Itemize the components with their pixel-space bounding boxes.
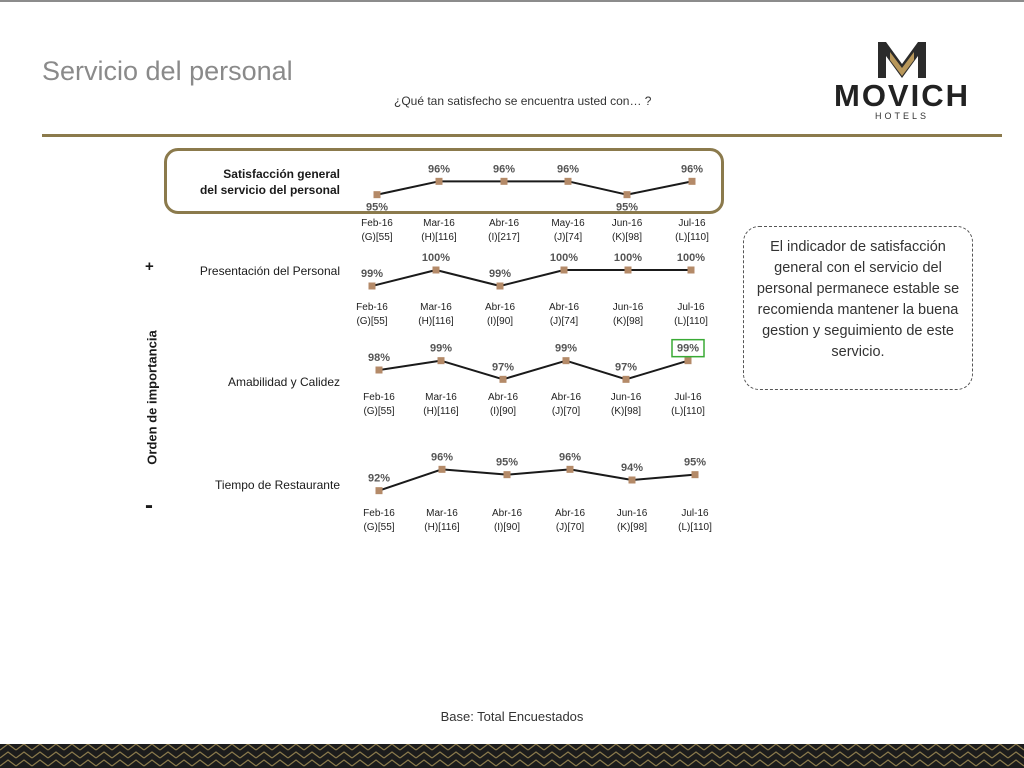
data-label-1-0: 99% bbox=[360, 268, 384, 280]
tick-label-2-1-1: (H)[116] bbox=[423, 406, 459, 417]
base-note: Base: Total Encuestados bbox=[440, 709, 584, 724]
tick-label-2-2-1: (I)[90] bbox=[489, 406, 517, 417]
tick-label-0-4-1: (K)[98] bbox=[611, 232, 643, 243]
tick-label-2-3-0: Abr-16 bbox=[550, 392, 582, 403]
logo-brand-name: MOVICH bbox=[834, 78, 970, 113]
data-label-2-0: 98% bbox=[367, 352, 391, 364]
tick-label-1-1-1: (H)[116] bbox=[418, 316, 454, 327]
row-label-0-line-1: del servicio del personal bbox=[199, 183, 340, 197]
data-point-1-5 bbox=[688, 267, 695, 274]
tick-label-1-5-0: Jul-16 bbox=[677, 302, 705, 313]
data-label-0-3: 96% bbox=[556, 163, 580, 176]
tick-label-0-4-0: Jun-16 bbox=[611, 218, 643, 229]
tick-label-1-5-1: (L)[110] bbox=[674, 316, 708, 327]
tick-label-3-1-1: (H)[116] bbox=[424, 522, 460, 533]
tick-label-0-3-0: May-16 bbox=[551, 218, 585, 229]
tick-label-1-0-0: Feb-16 bbox=[356, 302, 388, 313]
footer-pattern-icon bbox=[0, 744, 1024, 768]
tick-label-0-1-1: (H)[116] bbox=[421, 232, 457, 243]
data-label-0-2: 96% bbox=[492, 163, 516, 176]
data-label-3-2: 95% bbox=[495, 456, 519, 469]
data-label-3-1: 96% bbox=[430, 451, 454, 464]
tick-label-3-0-0: Feb-16 bbox=[363, 508, 395, 519]
data-point-3-3 bbox=[567, 466, 574, 473]
tick-label-1-0-1: (G)[55] bbox=[356, 316, 388, 327]
tick-label-1-2-0: Abr-16 bbox=[484, 302, 516, 313]
data-label-2-5: 99% bbox=[676, 342, 700, 355]
row-label-0-line-0: Satisfacción general bbox=[223, 167, 340, 181]
tick-label-3-3-0: Abr-16 bbox=[554, 508, 586, 519]
data-point-0-4 bbox=[624, 191, 631, 198]
data-point-2-5 bbox=[685, 357, 692, 364]
data-label-3-4: 94% bbox=[620, 462, 644, 474]
tick-label-0-2-0: Abr-16 bbox=[488, 218, 520, 229]
data-point-2-2 bbox=[500, 376, 507, 383]
data-point-1-3 bbox=[561, 267, 568, 274]
tick-label-2-4-1: (K)[98] bbox=[610, 406, 642, 417]
data-point-0-3 bbox=[565, 178, 572, 185]
data-point-0-2 bbox=[501, 178, 508, 185]
series-line-3 bbox=[379, 469, 695, 490]
data-label-1-1: 100% bbox=[421, 252, 451, 264]
tick-label-2-0-0: Feb-16 bbox=[363, 392, 395, 403]
data-label-1-4: 100% bbox=[613, 252, 643, 264]
tick-label-3-0-1: (G)[55] bbox=[363, 522, 395, 533]
data-label-0-0: 95% bbox=[365, 201, 389, 214]
data-label-1-2: 99% bbox=[488, 268, 512, 280]
insight-callout: El indicador de satisfacción general con el servicio del personal permanece estable se recomienda mantener la buena gestion y seguimiento de este servicio. bbox=[743, 226, 973, 390]
data-point-2-4 bbox=[623, 376, 630, 383]
importance-axis-title: Orden de importancia bbox=[144, 330, 160, 465]
tick-label-2-1-0: Mar-16 bbox=[425, 392, 457, 403]
tick-label-3-5-1: (L)[110] bbox=[678, 522, 712, 533]
tick-label-2-5-0: Jul-16 bbox=[674, 392, 702, 403]
data-point-3-1 bbox=[439, 466, 446, 473]
data-point-3-4 bbox=[629, 477, 636, 484]
row-label-3: Tiempo de Restaurante bbox=[215, 478, 340, 492]
tick-label-0-1-0: Mar-16 bbox=[423, 218, 455, 229]
tick-label-3-1-0: Mar-16 bbox=[426, 508, 458, 519]
tick-label-2-2-0: Abr-16 bbox=[487, 392, 519, 403]
data-label-0-5: 96% bbox=[680, 163, 704, 176]
tick-label-1-4-1: (K)[98] bbox=[612, 316, 644, 327]
data-point-2-1 bbox=[438, 357, 445, 364]
tick-label-1-3-1: (J)[74] bbox=[549, 316, 579, 327]
tick-label-0-0-0: Feb-16 bbox=[361, 218, 393, 229]
tick-label-0-5-0: Jul-16 bbox=[678, 218, 706, 229]
data-label-2-2: 97% bbox=[491, 361, 515, 374]
data-label-0-4: 95% bbox=[615, 201, 639, 214]
data-point-1-2 bbox=[497, 283, 504, 290]
series-line-2 bbox=[379, 361, 688, 380]
row-label-1: Presentación del Personal bbox=[199, 264, 340, 278]
tick-label-2-3-1: (J)[70] bbox=[551, 406, 581, 417]
data-point-0-0 bbox=[374, 191, 381, 198]
importance-high-sign: + bbox=[145, 258, 154, 275]
tick-label-3-3-1: (J)[70] bbox=[555, 522, 585, 533]
tick-label-0-5-1: (L)[110] bbox=[675, 232, 709, 243]
data-label-3-3: 96% bbox=[558, 451, 582, 464]
tick-label-3-2-1: (I)[90] bbox=[493, 522, 521, 533]
logo-brand-sub: HOTELS bbox=[874, 111, 930, 121]
series-line-0 bbox=[377, 181, 692, 194]
page-subtitle: ¿Qué tan satisfecho se encuentra usted con… ? bbox=[394, 94, 652, 108]
tick-label-0-3-1: (J)[74] bbox=[553, 232, 583, 243]
data-point-3-5 bbox=[692, 471, 699, 478]
tick-label-2-4-0: Jun-16 bbox=[610, 392, 642, 403]
data-label-2-4: 97% bbox=[614, 361, 638, 374]
data-label-1-3: 100% bbox=[549, 252, 579, 264]
page-title: Servicio del personal bbox=[42, 56, 293, 86]
data-point-1-0 bbox=[369, 283, 376, 290]
tick-label-2-5-1: (L)[110] bbox=[671, 406, 705, 417]
tick-label-0-0-1: (G)[55] bbox=[361, 232, 393, 243]
data-label-2-1: 99% bbox=[429, 342, 453, 355]
data-point-0-5 bbox=[689, 178, 696, 185]
data-label-3-5: 95% bbox=[683, 456, 707, 469]
tick-label-0-2-1: (I)[217] bbox=[488, 232, 520, 243]
data-label-3-0: 92% bbox=[367, 472, 391, 485]
tick-label-3-5-0: Jul-16 bbox=[681, 508, 709, 519]
data-point-2-3 bbox=[563, 357, 570, 364]
data-label-0-1: 96% bbox=[427, 163, 451, 176]
data-point-1-1 bbox=[433, 267, 440, 274]
tick-label-1-1-0: Mar-16 bbox=[420, 302, 452, 313]
tick-label-3-4-0: Jun-16 bbox=[616, 508, 648, 519]
tick-label-1-3-0: Abr-16 bbox=[548, 302, 580, 313]
data-point-0-1 bbox=[436, 178, 443, 185]
data-point-3-2 bbox=[504, 471, 511, 478]
series-line-1 bbox=[372, 270, 691, 286]
data-label-2-3: 99% bbox=[554, 342, 578, 355]
tick-label-2-0-1: (G)[55] bbox=[363, 406, 395, 417]
tick-label-1-4-0: Jun-16 bbox=[612, 302, 644, 313]
decorative-footer-band bbox=[0, 744, 1024, 768]
data-point-2-0 bbox=[376, 367, 383, 374]
importance-low-sign: - bbox=[145, 492, 153, 519]
data-point-3-0 bbox=[376, 487, 383, 494]
row-label-2: Amabilidad y Calidez bbox=[227, 375, 340, 389]
tick-label-1-2-1: (I)[90] bbox=[486, 316, 514, 327]
data-point-1-4 bbox=[625, 267, 632, 274]
tick-label-3-4-1: (K)[98] bbox=[616, 522, 648, 533]
tick-label-3-2-0: Abr-16 bbox=[491, 508, 523, 519]
data-label-1-5: 100% bbox=[676, 252, 706, 264]
